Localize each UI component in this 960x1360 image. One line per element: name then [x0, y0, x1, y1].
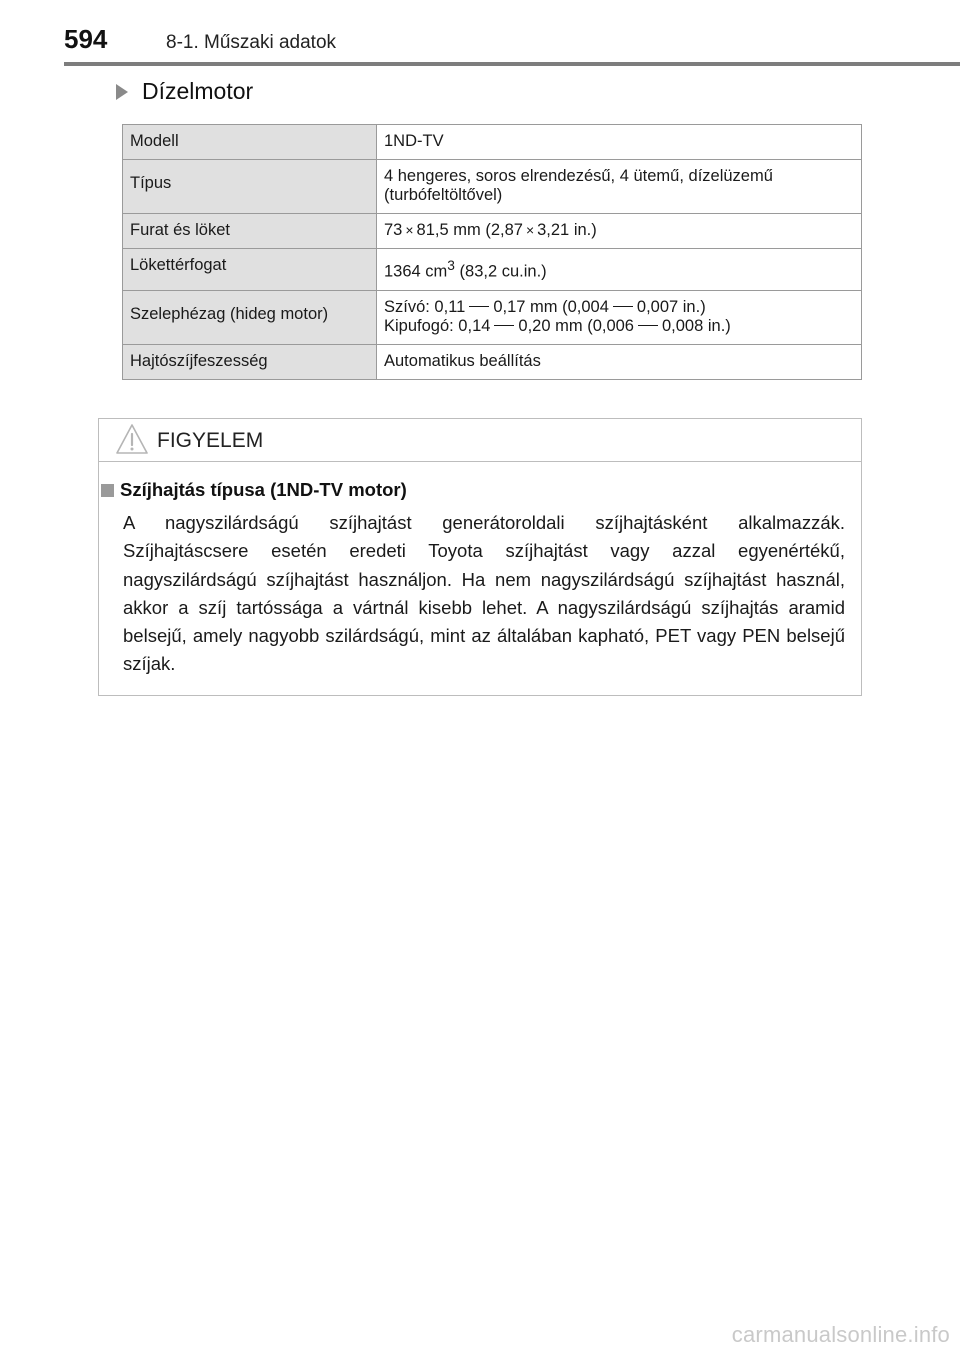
- header-divider: [64, 62, 960, 66]
- specs-table: [122, 124, 862, 380]
- range-dash: [613, 306, 633, 307]
- range-mid: 0,20 mm (0,006: [518, 316, 634, 335]
- stroke-value-in: 3,21 in.): [537, 221, 597, 239]
- range-end: 0,008 in.): [661, 316, 731, 335]
- intake-clearance: [384, 298, 855, 317]
- multiply-symbol: ×: [525, 222, 535, 238]
- spec-label: Modell: [123, 125, 377, 160]
- watermark: carmanualsonline.info: [731, 1322, 950, 1347]
- multiply-symbol: ×: [405, 222, 414, 238]
- range-dash: [638, 325, 658, 326]
- spec-value: [377, 214, 862, 249]
- section-heading: [116, 78, 253, 105]
- spec-label: Lökettérfogat: [123, 249, 377, 291]
- range-end: 0,007 in.): [636, 297, 706, 316]
- range-start: Kipufogó: 0,14: [384, 316, 491, 335]
- table-row: [123, 125, 862, 160]
- arrow-right-icon: [116, 84, 128, 100]
- stroke-value: 81,5 mm (2,87: [416, 221, 523, 239]
- warning-subheading: [99, 479, 407, 501]
- warning-header: [99, 419, 861, 462]
- table-row: [123, 249, 862, 291]
- bore-value: 73: [384, 221, 403, 239]
- displacement-value: 1364 cm: [384, 262, 448, 281]
- range-start: Szívó: 0,11: [384, 297, 466, 316]
- spec-label: Furat és löket: [123, 214, 377, 249]
- page-number: 594: [64, 24, 108, 54]
- spec-value: Automatikus beállítás: [377, 344, 862, 379]
- superscript: 3: [447, 258, 455, 273]
- spec-label: Típus: [123, 160, 377, 214]
- chapter-title: 8-1. Műszaki adatok: [166, 32, 337, 53]
- spec-label: Szelephézag (hideg motor): [123, 290, 377, 344]
- table-row: [123, 214, 862, 249]
- spec-value-line: (turbófeltöltővel): [384, 186, 503, 204]
- warning-subheading-text: Szíjhajtás típusa (1ND-TV motor): [120, 479, 407, 500]
- spec-value: [377, 249, 862, 291]
- spec-value: [377, 160, 862, 214]
- warning-triangle-icon: [115, 423, 149, 460]
- range-dash: [494, 325, 514, 326]
- section-title: Dízelmotor: [142, 78, 254, 104]
- spec-value-line: 4 hengeres, soros elrendezésű, 4 ütemű, dízelüzemű: [384, 167, 773, 185]
- warning-title: FIGYELEM: [157, 429, 264, 452]
- spec-value: [377, 290, 862, 344]
- range-mid: 0,17 mm (0,004: [493, 297, 609, 316]
- warning-body: A nagyszilárdságú szíjhajtást generátoroldali szíjhajtásként alkalmazzák. Szíjhajtáscsere esetén eredeti Toyota szíjhajtást vagy azzal egyenértékű, nagyszilárdságú szíjhajtást használjon. Ha nem nagyszilárdságú szíjhajtást használ, akkor a szíj tartóssága a vártnál kisebb lehet. A nagyszilárdságú szíjhajtás aramid belsejű, amely nagyobb szilárdságú, mint az általában kapható, PET vagy PEN belsejű szíjak.: [123, 512, 845, 675]
- displacement-value-in: (83,2 cu.in.): [454, 262, 547, 281]
- square-bullet-icon: [101, 484, 114, 497]
- warning-box: [98, 418, 862, 696]
- table-row: [123, 160, 862, 214]
- table-row: [123, 290, 862, 344]
- exhaust-clearance: [384, 317, 855, 336]
- range-dash: [469, 306, 489, 307]
- table-row: [123, 344, 862, 379]
- spec-value: 1ND-TV: [377, 125, 862, 160]
- spec-label: Hajtószíjfeszesség: [123, 344, 377, 379]
